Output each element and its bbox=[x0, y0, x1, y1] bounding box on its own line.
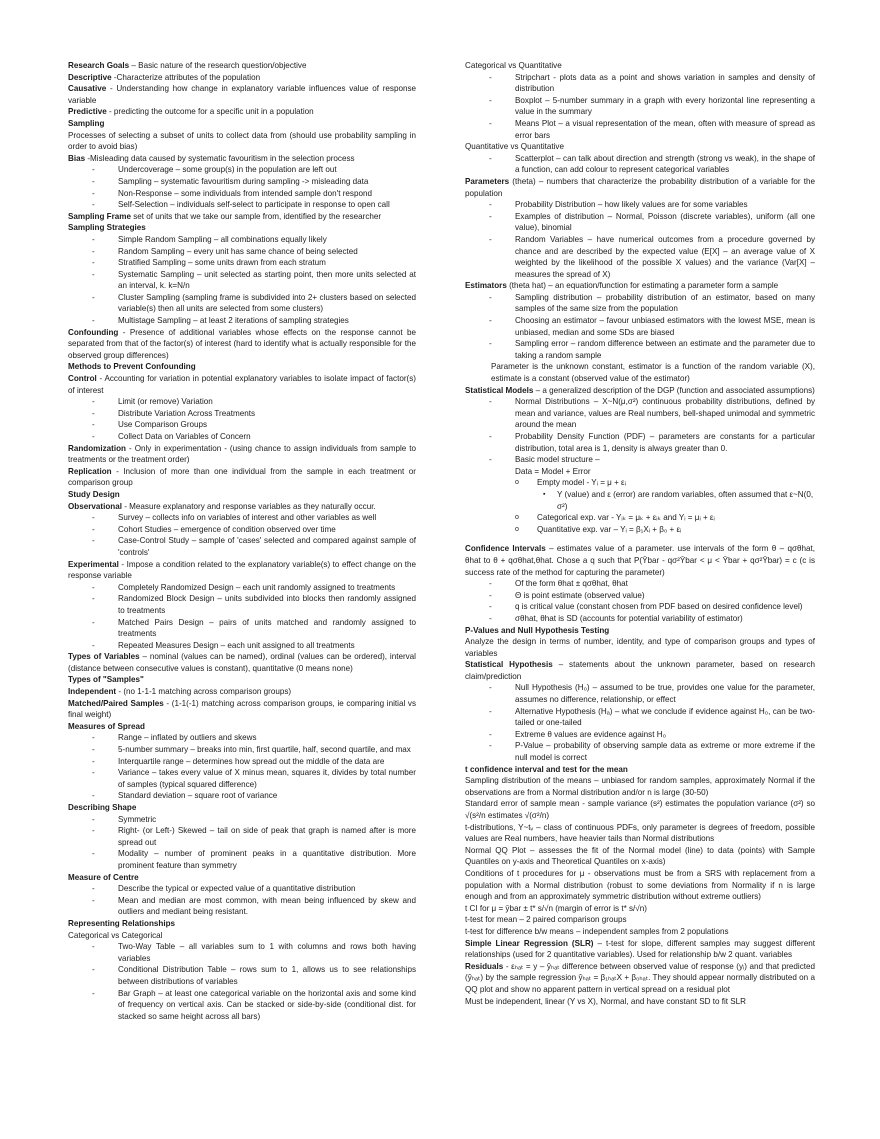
term-label: Estimators bbox=[465, 281, 507, 291]
term-label: Causative bbox=[68, 84, 107, 94]
term-label: Bias bbox=[68, 153, 86, 163]
bullet-item: - Random Sampling – every unit has same chance of being selected bbox=[68, 246, 416, 258]
term-definition: set of units that we take our sample from, identified by the researcher bbox=[130, 211, 382, 221]
bullet-item: - Interquartile range – determines how spread out the middle of the data are bbox=[68, 756, 416, 768]
term-label: Observational bbox=[68, 501, 122, 511]
paragraph bbox=[68, 651, 416, 674]
paragraph: Quantitative vs Quantitative bbox=[465, 142, 564, 152]
bullet-item: - Of the form θhat ± qσθhat, θhat bbox=[465, 578, 815, 590]
section-heading: Describing Shape bbox=[68, 803, 137, 812]
bullet-item: - Cohort Studies – emergence of condition observed over time bbox=[68, 524, 416, 536]
bullet-item: - Means Plot – a visual representation of the mean, often with measure of spread as error bars bbox=[465, 118, 815, 141]
bullet-item: - Survey – collects info on variables of interest and other variables as well bbox=[68, 512, 416, 524]
paragraph: Standard error of sample mean - sample variance (s²) estimates the population variance (σ²) so √(s²/n estimates √(σ²/n) bbox=[465, 799, 815, 820]
section-heading: Measures of Spread bbox=[68, 721, 145, 731]
term-definition: - εₕₐₜ = y – ŷₕₐₜ difference between observed value of response (yᵢ) and that predicted (ŷₕₐₜ) by the sample regression ŷₕₐₜ = β₁ₕₐₜX + β₀ₕₐₜ. They should appear normally distributed on a QQ plot and show no apparent pattern in vertical spread on a residual plot bbox=[465, 961, 815, 994]
indented-paragraph: Parameter is the unknown constant, estimator is a function of the random variable (X), estimate is a constant (observed value of the estimator) bbox=[491, 362, 815, 384]
paragraph: Normal QQ Plot – assesses the fit of the Normal model (line) to data (points) with Sample Quantiles on y-axis and Theoretical Quantiles on x-axis) bbox=[465, 845, 815, 867]
paragraph: Must be independent, linear (Y vs X), Normal, and have constant SD to fit SLR bbox=[465, 996, 747, 1006]
term-definition: – a generalized description of the DGP (function and associated assumptions) bbox=[533, 385, 815, 395]
paragraph bbox=[68, 698, 416, 721]
term-definition: - (no 1-1-1 matching across comparison groups) bbox=[116, 687, 292, 697]
paragraph bbox=[68, 327, 416, 362]
term-definition: -Characterize attributes of the population bbox=[111, 72, 261, 82]
sub-bullet-item: o Empty model - Yᵢ = μ + εᵢ bbox=[465, 477, 815, 489]
term-label: Experimental bbox=[68, 559, 119, 569]
bullet-item: - Basic model structure – bbox=[465, 454, 815, 466]
paragraph bbox=[68, 443, 416, 466]
paragraph bbox=[68, 106, 416, 118]
term-label: Types of Variables bbox=[68, 652, 140, 662]
section-heading: Types of "Samples" bbox=[68, 675, 144, 685]
paragraph bbox=[68, 211, 416, 223]
paragraph bbox=[68, 72, 416, 84]
bullet-item: - Range – inflated by outliers and skews bbox=[68, 732, 416, 744]
bullet-item: - q is critical value (constant chosen from PDF based on desired confidence level) bbox=[465, 601, 815, 613]
paragraph bbox=[68, 83, 416, 106]
paragraph: Processes of selecting a subset of units to collect data from (should use probability sampling in order to avoid bias) bbox=[68, 130, 416, 152]
section-heading: P-Values and Null Hypothesis Testing bbox=[465, 625, 610, 635]
bullet-item: - Multistage Sampling – at least 2 iterations of sampling strategies bbox=[68, 315, 416, 327]
paragraph bbox=[465, 543, 815, 578]
paragraph bbox=[465, 938, 815, 961]
bullet-item: - Cluster Sampling (sampling frame is subdivided into 2+ clusters based on selected variable(s) then all units are selected from some clusters) bbox=[68, 292, 416, 315]
bullet-item: - Stripchart - plots data as a point and shows variation in samples and density of distribution bbox=[465, 72, 815, 95]
term-definition: -Misleading data caused by systematic favouritism in the selection process bbox=[85, 153, 355, 163]
term-label: Statistical Hypothesis bbox=[465, 660, 553, 670]
term-definition: (theta hat) – an equation/function for estimating a parameter form a sample bbox=[506, 281, 779, 291]
bullet-item: - Self-Selection – individuals self-select to participate in response to open call bbox=[68, 199, 416, 211]
bullet-item: - Distribute Variation Across Treatments bbox=[68, 408, 416, 420]
paragraph bbox=[465, 385, 815, 397]
paragraph: t-test for mean – 2 paired comparison groups bbox=[465, 915, 627, 925]
bullet-item: - Probability Density Function (PDF) – parameters are constants for a particular distribution, total area is 1, density is always greater than 0. bbox=[465, 431, 815, 454]
term-definition: - Measure explanatory and response variables as they naturally occur. bbox=[121, 501, 376, 511]
bullet-item: - Sampling – systematic favouritism during sampling -> misleading data bbox=[68, 176, 416, 188]
paragraph bbox=[465, 280, 815, 292]
term-label: Residuals bbox=[465, 961, 504, 971]
paragraph bbox=[465, 659, 815, 682]
bullet-item: - Collect Data on Variables of Concern bbox=[68, 431, 416, 443]
term-definition: – estimates value of a parameter. use intervals of the form θ – qσθhat, θhat to θ + qσθhat,θhat. Chose a q such that P(Ȳbar - qσ²Ȳbar < μ < Ȳbar + qσ²Ȳbar) = c (c is success rate of the method for capturing the parameter) bbox=[465, 544, 815, 577]
paragraph: Categorical vs Quantitative bbox=[465, 61, 562, 70]
bullet-item: - Undercoverage – some group(s) in the population are left out bbox=[68, 164, 416, 176]
bullet-item: - Sampling distribution – probability distribution of an estimator, based on many samples of the same size from the population bbox=[465, 292, 815, 315]
bullet-item: - 5-number summary – breaks into min, first quartile, half, second quartile, and max bbox=[68, 744, 416, 756]
paragraph bbox=[465, 176, 815, 199]
bullet-item: - Symmetric bbox=[68, 814, 416, 826]
bullet-item: - Matched Pairs Design – pairs of units matched and randomly assigned to treatments bbox=[68, 617, 416, 640]
term-label: Replication bbox=[68, 466, 112, 476]
bullet-item: - Bar Graph – at least one categorical variable on the horizontal axis and some kind of frequency on vertical axis. Can be stacked or side-by-side (conditional dist. for stacked so same height across all bars) bbox=[68, 988, 416, 1023]
term-label: Parameters bbox=[465, 176, 510, 186]
paragraph: t-distributions, Y~tᵥ – class of continuous PDFs, only parameter is degrees of freedom, possible values are Real numbers, have heavier tails than Normal distributions bbox=[465, 822, 815, 844]
bullet-item: - Sampling error – random difference between an estimate and the parameter due to taking a random sample bbox=[465, 338, 815, 361]
paragraph bbox=[68, 60, 416, 72]
bullet-item: - Stratified Sampling – some units drawn from each stratum bbox=[68, 257, 416, 269]
section-heading: t confidence interval and test for the mean bbox=[465, 764, 628, 774]
bullet-item: - Limit (or remove) Variation bbox=[68, 396, 416, 408]
term-definition: (theta) – numbers that characterize the probability distribution of a variable for the population bbox=[465, 176, 815, 198]
bullet-item: - Θ is point estimate (observed value) bbox=[465, 590, 815, 602]
bullet-item: - Scatterplot – can talk about direction and strength (strong vs weak), in the shape of a function, can add colour to represent categorical variables bbox=[465, 153, 815, 176]
term-definition: – nominal (values can be named), ordinal (values can be ordered), interval (distance between consecutive values is constant), quantitative (0 means none) bbox=[68, 652, 416, 673]
right-column bbox=[465, 60, 815, 1007]
paragraph bbox=[68, 153, 416, 165]
term-definition: – t-test for slope, different samples may suggest different relationships (used for 2 quantitative variables). Used for relationship b/w 2 quant. variables bbox=[465, 938, 816, 960]
term-label: Sampling Frame bbox=[68, 211, 131, 221]
term-label: Matched/Paired Samples bbox=[68, 698, 164, 708]
paragraph: t CI for μ = ȳbar ± t* s/√n (margin of error is t* s/√n) bbox=[465, 903, 647, 913]
term-label: Simple Linear Regression (SLR) bbox=[465, 938, 594, 948]
bullet-item: - Use Comparison Groups bbox=[68, 419, 416, 431]
bullet-item: - Systematic Sampling – unit selected as starting point, then more units selected at an interval, k. k=N/n bbox=[68, 269, 416, 292]
bullet-item: - Non-Response – some individuals from intended sample don't respond bbox=[68, 188, 416, 200]
paragraph bbox=[68, 373, 416, 396]
paragraph: Conditions of t procedures for μ - observations must be from a SRS with replacement from a population with a Normal distribution (robust to some deviations from Normality if n is large enough and from an approximately symmetric distribution without extreme outliers) bbox=[465, 868, 815, 902]
paragraph bbox=[68, 466, 416, 489]
bullet-item: - Examples of distribution – Normal, Poisson (discrete variables), uniform (all one value), binomial bbox=[465, 211, 815, 234]
paragraph bbox=[68, 501, 416, 513]
paragraph: Analyze the design in terms of number, identity, and type of comparison groups and types of variables bbox=[465, 637, 815, 658]
section-heading: Representing Relationships bbox=[68, 918, 176, 928]
bullet-item: - σθhat, θhat is SD (accounts for potential variability of estimator) bbox=[465, 613, 815, 625]
section-heading: Methods to Prevent Confounding bbox=[68, 362, 196, 372]
term-label: Research Goals bbox=[68, 61, 130, 70]
bullet-item: - Right- (or Left-) Skewed – tail on side of peak that graph is named after is more spread out bbox=[68, 825, 416, 848]
term-label: Descriptive bbox=[68, 72, 112, 82]
bullet-item: - Extreme θ values are evidence against H₀ bbox=[465, 729, 815, 741]
sub-bullet-item: o Quantitative exp. var – Yᵢ = β₁Xᵢ + β₀ + εᵢ bbox=[465, 524, 815, 536]
term-label: Predictive bbox=[68, 107, 107, 117]
bullet-item: - Describe the typical or expected value of a quantitative distribution bbox=[68, 883, 416, 895]
section-heading: Study Design bbox=[68, 489, 120, 499]
term-definition: - Presence of additional variables whose effects on the response cannot be separated from that of the factor(s) of interest (hard to identify what is actually responsible for the observed group differences) bbox=[68, 327, 416, 360]
section-heading: Measure of Centre bbox=[68, 872, 139, 882]
bullet-item: - Variance – takes every value of X minus mean, squares it, divides by total number of samples (typical squared difference) bbox=[68, 767, 416, 790]
term-definition: - Only in experimentation - (using chance to assign individuals from sample to treatments or the treatment order) bbox=[68, 443, 416, 465]
paragraph bbox=[68, 686, 416, 698]
left-column bbox=[68, 60, 416, 1022]
bullet-item: - Repeated Measures Design – each unit assigned to all treatments bbox=[68, 640, 416, 652]
term-definition: - Inclusion of more than one individual from the sample in each treatment or comparison group bbox=[68, 466, 416, 488]
bullet-item: - Standard deviation – square root of variance bbox=[68, 790, 416, 802]
term-label: Confounding bbox=[68, 327, 119, 337]
bullet-item: - Modality – number of prominent peaks in a quantitative distribution. More prominent feature than symmetry bbox=[68, 848, 416, 871]
bullet-item: - Choosing an estimator – favour unbiased estimators with the lowest MSE, mean is unbiased, median and some SDs are biased bbox=[465, 315, 815, 338]
bullet-item: - Probability Distribution – how likely values are for some variables bbox=[465, 199, 815, 211]
bullet-item: - Null Hypothesis (H₀) – assumed to be true, provides one value for the parameter, assumes no difference, relationship, or effect bbox=[465, 682, 815, 705]
section-heading: Sampling bbox=[68, 118, 105, 128]
term-definition: - (1-1(-1) matching across comparison groups, ie comparing initial vs final weight) bbox=[68, 698, 416, 720]
paragraph: t-test for difference b/w means – independent samples from 2 populations bbox=[465, 926, 729, 936]
bullet-item: - Randomized Block Design – units subdivided into blocks then randomly assigned to treatments bbox=[68, 593, 416, 616]
bullet-item: - Simple Random Sampling – all combinations equally likely bbox=[68, 234, 416, 246]
bullet-item: - Alternative Hypothesis (Hₐ) – what we conclude if evidence against H₀, can be two-tailed or one-tailed bbox=[465, 706, 815, 729]
bullet-item: - Normal Distributions – X~N(μ,σ²) continuous probability distributions, defined by mean and variance, values are Real numbers, bell-shaped unimodal and symmetric around the mean bbox=[465, 396, 815, 431]
term-label: Control bbox=[68, 374, 97, 384]
spacer bbox=[465, 535, 815, 543]
term-label: Statistical Models bbox=[465, 385, 534, 395]
bullet-item: - Conditional Distribution Table – rows sum to 1, allows us to see relationships between distributions of variables bbox=[68, 964, 416, 987]
bullet-item: - Random Variables – have numerical outcomes from a procedure governed by chance and are described by the expected value (E[X] – an average value of X weighted by the likelihood of the possible X values) and the variance (Var[X] – measures the spread of X) bbox=[465, 234, 815, 280]
term-definition: - Understanding how change in explanatory variable influences value of response variable bbox=[68, 84, 416, 105]
paragraph bbox=[68, 559, 416, 582]
term-definition: – Basic nature of the research question/objective bbox=[129, 61, 307, 70]
sub-bullet-item: o Categorical exp. var - Yᵢₖ = μₖ + εᵢₖ and Yᵢ = μᵢ + εᵢ bbox=[465, 512, 815, 524]
term-definition: – statements about the unknown parameter, based on research claim/prediction bbox=[465, 660, 815, 681]
bullet-item: - P-Value – probability of observing sample data as extreme or more extreme if the null model is correct bbox=[465, 740, 815, 763]
term-definition: - predicting the outcome for a specific unit in a population bbox=[106, 107, 314, 117]
term-label: Randomization bbox=[68, 443, 127, 453]
paragraph bbox=[465, 961, 815, 996]
section-heading: Sampling Strategies bbox=[68, 223, 146, 233]
term-definition: - Impose a condition related to the explanatory variable(s) to effect change on the response variable bbox=[68, 559, 416, 581]
bullet-item: - Completely Randomized Design – each unit randomly assigned to treatments bbox=[68, 582, 416, 594]
bullet-item: - Mean and median are most common, with mean being influenced by skew and outliers and mediant being resistant. bbox=[68, 895, 416, 918]
bullet-item: - Two-Way Table – all variables sum to 1 with columns and rows both having variables bbox=[68, 941, 416, 964]
term-label: Confidence Intervals bbox=[465, 544, 546, 554]
term-label: Independent bbox=[68, 687, 117, 697]
sub-sub-bullet-item: ▪ Y (value) and ε (error) are random variables, often assumed that ε~N(0, σ²) bbox=[465, 489, 815, 512]
paragraph: Sampling distribution of the means – unbiased for random samples, approximately Normal if the observations are from a Normal distribution and/or n is large (30-50) bbox=[465, 776, 815, 797]
paragraph: Categorical vs Categorical bbox=[68, 930, 163, 940]
term-definition: - Accounting for variation in potential explanatory variables to isolate impact of factor(s) of interest bbox=[68, 374, 416, 395]
bullet-continuation: Data = Model + Error bbox=[515, 466, 591, 476]
bullet-item: - Boxplot – 5-number summary in a graph with every horizontal line representing a value in the summary bbox=[465, 95, 815, 118]
bullet-item: - Case-Control Study – sample of 'cases' selected and compared against sample of 'controls' bbox=[68, 535, 416, 558]
